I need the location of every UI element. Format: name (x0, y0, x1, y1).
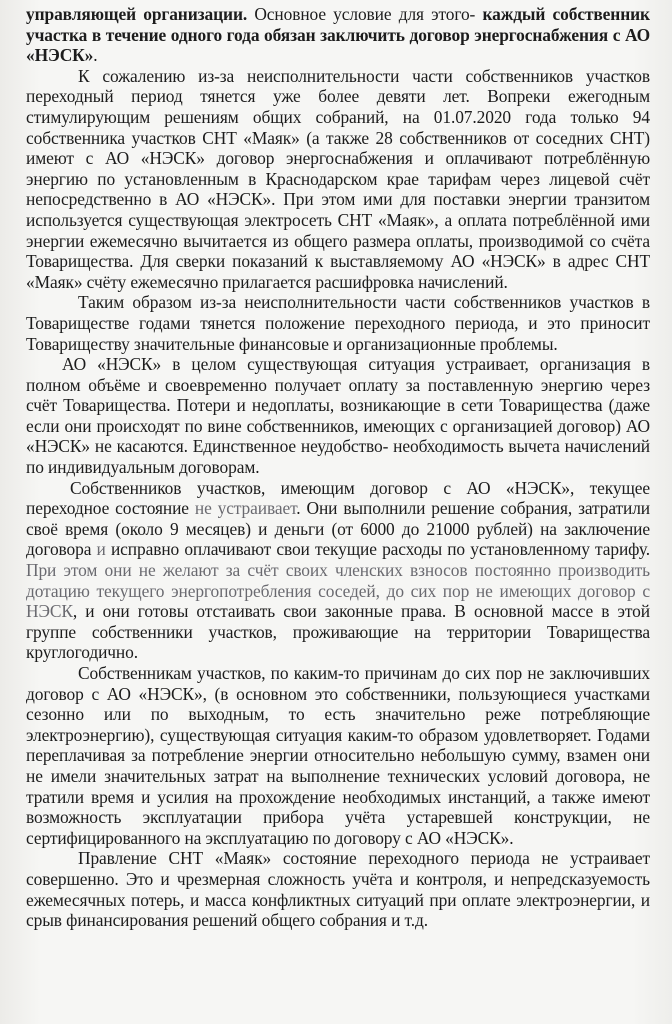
paragraph-1-end: . (93, 45, 98, 66)
paragraph-5-a: Собственников участков, имеющим договор с АО «НЭСК», текущее переходное состояние (26, 477, 650, 519)
paragraph-4: АО «НЭСК» в целом существующая ситуация устраивает, организация в полном объёме и своевременно получает оплату за поставленную энергию через счёт Товарищества. Потери и недоплаты, возникающие в сети Товарищества (даже если они происходят по вине собственников, имеющих с организацией договор) АО «НЭСК» не касаются. Единственное неудобство- необходимость вычета начислений по индивидуальным договорам. (26, 354, 650, 478)
paragraph-5-f: При этом они не желают за счёт своих членских взносов постоянно производить дотацию текущего энергопотребления соседей, до сих пор не имеющих договор с НЭСК (26, 560, 650, 622)
paragraph-5-d: и (96, 539, 106, 560)
paragraph-1 (26, 4, 650, 66)
paragraph-5-g: , и они готовы отстаивать свои законные права. В основной массе в этой группе собственники участков, проживающие на территории Товарищества круглогодично. (26, 601, 650, 663)
bold-fragment-obligation: каждый собственник участка в течение одного года обязан заключить договор энергоснабжения с АО «НЭСК» (26, 4, 650, 66)
paragraph-6: Собственникам участков, по каким-то причинам до сих пор не заключивших договор с АО «НЭСК», (в основном это собственники, пользующиеся участками сезонно или по выходным, то есть значительно реже потребляющие электроэнергию), существующая ситуация каким-то образом удовлетворяет. Годами переплачивая за потребление энергии относительно небольшую сумму, взамен они не имели значительных затрат на выполнение технических условий договора, не тратили время и усилия на прохождение необходимых инстанций, а также имеют возможность эксплуатации прибора учёта устаревшей конструкции, не сертифицированного на эксплуатацию по договору с АО «НЭСК». (26, 663, 650, 848)
paragraph-5 (26, 478, 650, 663)
bold-fragment-organization: управляющей организации. (26, 4, 248, 24)
paragraph-2: К сожалению из-за неисполнительности части собственников участков переходный период тянется уже более девяти лет. Вопреки ежегодным стимулирующим решениям общих собраний, на 01.07.2020 года только 94 собственника участков СНТ «Маяк» (а также 28 собственников от соседних СНТ) имеют с АО «НЭСК» договор энергоснабжения и оплачивают потреблённую энергию по установленным в Краснодарском крае тарифам через лицевой счёт непосредственно в АО «НЭСК». При этом ими для поставки энергии транзитом используется существующая электросеть СНТ «Маяк», а оплата потреблённой ими энергии ежемесячно вычитается из общего размера оплаты, производимой со счёта Товарищества. Для сверки показаний к выставляемому АО «НЭСК» в адрес СНТ «Маяк» счёту ежемесячно прилагается расшифровка начислений. (26, 65, 650, 292)
paragraph-5-b: не устраивает (194, 498, 297, 519)
paragraph-7: Правление СНТ «Маяк» состояние переходного периода не устраивает совершенно. Это и чрезмерная сложность учёта и контроля, и непредсказуемость ежемесячных потерь, и масса конфликтных ситуаций при оплате электроэнергии, и срыв финансирования решений общего собрания и т.д. (26, 848, 650, 931)
paragraph-1-text: Основное условие для этого- (247, 4, 483, 24)
paragraph-3: Таким образом из-за неисполнительности части собственников участков в Товариществе годами тянется положение переходного периода, и это приносит Товариществу значительные финансовые и организационные проблемы. (26, 292, 650, 354)
paragraph-5-c: . Они выполнили решение собрания, затратили своё время (около 9 месяцев) и деньги (от 6000 до 21000 рублей) на заключение договора (26, 498, 651, 560)
paragraph-5-e: исправно оплачивают свои текущие расходы по установленному тарифу. (105, 539, 650, 560)
